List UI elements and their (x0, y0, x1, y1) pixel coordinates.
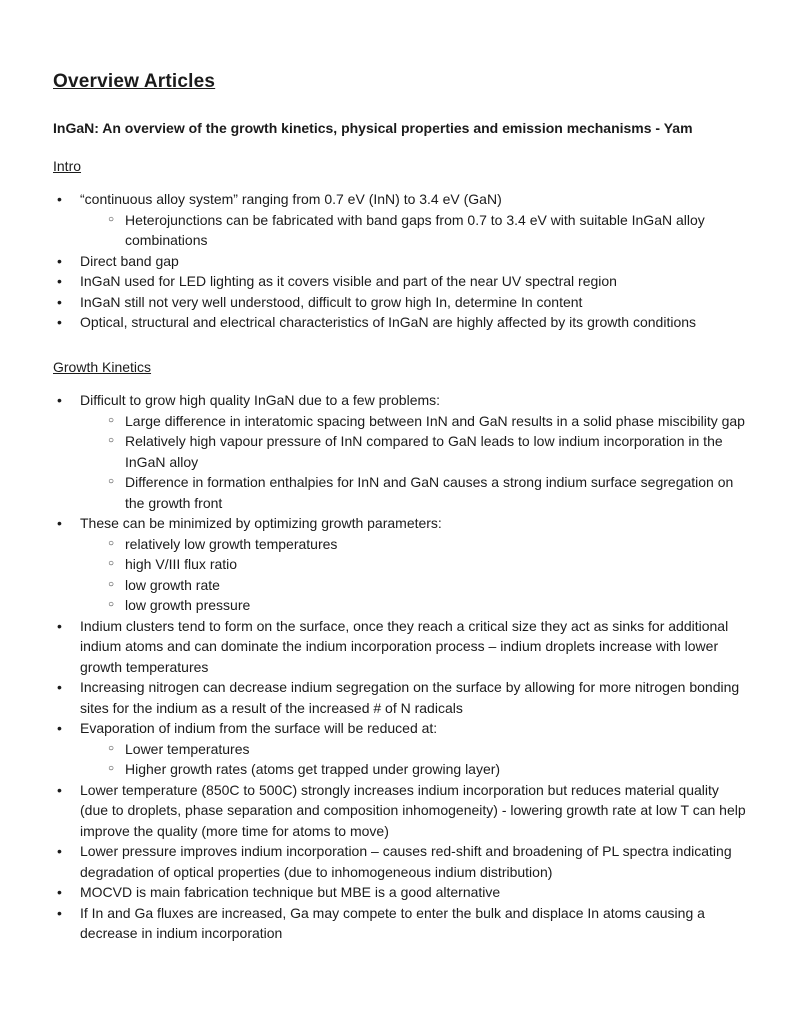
bullet-text: Lower temperature (850C to 500C) strongly increases indium incorporation but reduces material quality (due to droplets, phase separation and composition inhomogeneity) - lowering growth rate at low T can help improve the quality (more time for atoms to move) (80, 781, 746, 839)
bullet-text: These can be minimized by optimizing growth parameters: (80, 515, 442, 531)
disc-bullet-icon: • (57, 252, 62, 269)
bullet-text: InGaN used for LED lighting as it covers visible and part of the near UV spectral region (80, 273, 617, 289)
bullet-item (53, 271, 748, 292)
bullet-item (53, 251, 748, 272)
disc-bullet-icon: • (57, 515, 62, 531)
bullet-list (53, 189, 748, 333)
bullet-text: MOCVD is main fabrication technique but MBE is a good alternative (80, 884, 501, 900)
disc-bullet-icon: • (57, 720, 62, 736)
bullet-text: Heterojunctions can be fabricated with band gaps from 0.7 to 3.4 eV with suitable InGaN alloy combinations (125, 211, 705, 248)
section-intro (53, 156, 748, 333)
bullet-text: Optical, structural and electrical characteristics of InGaN are highly affected by its growth conditions (80, 314, 697, 330)
circle-bullet-icon: ○ (108, 537, 115, 549)
circle-bullet-icon: ○ (108, 578, 115, 590)
bullet-item (53, 431, 748, 472)
section-heading: Growth Kinetics (53, 358, 152, 375)
bullet-text: InGaN still not very well understood, difficult to grow high In, determine In content (80, 293, 583, 310)
disc-bullet-icon: • (57, 191, 62, 207)
bullet-item (53, 210, 748, 251)
disc-bullet-icon: • (57, 293, 62, 310)
bullet-text: If In and Ga fluxes are increased, Ga may compete to enter the bulk and displace In atoms causing a decrease in indium incorporation (80, 904, 705, 941)
bullet-text: low growth rate (125, 576, 220, 593)
bullet-item (53, 390, 748, 411)
bullet-item (53, 534, 748, 555)
bullet-item (53, 189, 748, 210)
bullet-text: Large difference in interatomic spacing between InN and GaN results in a solid phase miscibility gap (125, 412, 745, 429)
page-title: Overview Articles (53, 71, 216, 92)
circle-bullet-icon: ○ (108, 476, 115, 487)
disc-bullet-icon: • (57, 314, 62, 330)
bullet-item (53, 780, 748, 842)
disc-bullet-icon: • (57, 781, 62, 798)
bullet-text: Relatively high vapour pressure of InN compared to GaN leads to low indium incorporation in the InGaN alloy (125, 433, 723, 470)
bullet-item (53, 739, 748, 760)
bullet-text: Indium clusters tend to form on the surface, once they reach a critical size they act as sinks for additional indium atoms and can dominate the indium incorporation process – indium droplets increase with lower growth temperatures (80, 617, 729, 675)
bullet-item (53, 595, 748, 616)
bullet-item (53, 882, 748, 903)
circle-bullet-icon: ○ (108, 213, 115, 225)
bullet-text: high V/III flux ratio (125, 556, 238, 572)
bullet-item (53, 554, 748, 575)
bullet-item (53, 841, 748, 882)
bullet-text: Lower pressure improves indium incorporation – causes red-shift and broadening of PL spectra indicating degradation of optical properties (due to inhomogeneous indium distribution) (80, 843, 732, 880)
bullet-text: “continuous alloy system” ranging from 0.7 eV (InN) to 3.4 eV (GaN) (80, 191, 502, 207)
circle-bullet-icon: ○ (108, 435, 115, 446)
circle-bullet-icon: ○ (108, 414, 115, 426)
bullet-text: Increasing nitrogen can decrease indium segregation on the surface by allowing for more nitrogen bonding sites for the indium as a result of the increased # of N radicals (80, 679, 740, 716)
bullet-item (53, 759, 748, 780)
bullet-item (53, 677, 748, 718)
document-body (53, 156, 748, 944)
disc-bullet-icon: • (57, 884, 62, 900)
bullet-text: Direct band gap (80, 252, 179, 269)
circle-bullet-icon: ○ (108, 742, 115, 754)
disc-bullet-icon: • (57, 843, 62, 859)
bullet-text: Higher growth rates (atoms get trapped under growing layer) (125, 761, 501, 777)
bullet-item (53, 575, 748, 596)
disc-bullet-icon: • (57, 904, 62, 921)
bullet-item (53, 718, 748, 739)
bullet-item (53, 312, 748, 333)
disc-bullet-icon: • (57, 392, 62, 408)
bullet-text: Difference in formation enthalpies for InN and GaN causes a strong indium surface segregation on the growth front (125, 474, 734, 511)
circle-bullet-icon: ○ (108, 558, 115, 569)
disc-bullet-icon: • (57, 679, 62, 695)
document-subtitle: InGaN: An overview of the growth kinetics, physical properties and emission mechanisms - Yam (53, 120, 693, 136)
bullet-list (53, 390, 748, 944)
bullet-text: Lower temperatures (125, 740, 250, 757)
circle-bullet-icon: ○ (108, 763, 115, 774)
disc-bullet-icon: • (57, 273, 62, 289)
bullet-text: relatively low growth temperatures (125, 535, 338, 552)
bullet-text: Evaporation of indium from the surface will be reduced at: (80, 720, 438, 736)
bullet-item (53, 472, 748, 513)
bullet-item (53, 292, 748, 313)
bullet-item (53, 411, 748, 432)
section-growth-kinetics (53, 357, 748, 944)
bullet-text: low growth pressure (125, 597, 251, 613)
disc-bullet-icon: • (57, 617, 62, 634)
circle-bullet-icon: ○ (108, 599, 115, 610)
section-heading: Intro (53, 157, 82, 174)
bullet-text: Difficult to grow high quality InGaN due to a few problems: (80, 392, 441, 408)
bullet-item (53, 903, 748, 944)
bullet-item (53, 616, 748, 678)
bullet-item (53, 513, 748, 534)
